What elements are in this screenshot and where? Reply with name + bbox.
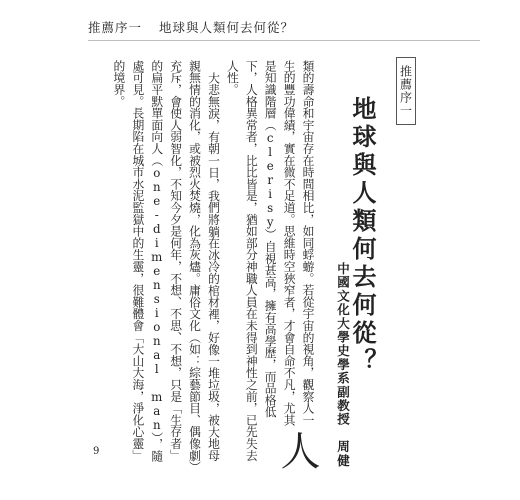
paragraph-2: 大悲無淚，有朝一日，我們將躺在冰冷的棺材裡，好像一堆垃圾，被大地母親無情的消化，或被烈火焚燒，化為灰燼。庸俗文化（如：綜藝節目、偶像劇）充斥，會使人弱智化，不知今夕是何年，不想、不思、不想，只是「生存者」的扁平默單面向人（one-dimensional man），隨處可見。長期陷在城市水泥監獄中的生靈，很難體會「大山大海，淨化心靈」的境界。 bbox=[111, 60, 221, 468]
drop-cap: 人 bbox=[274, 430, 320, 470]
body-text bbox=[111, 60, 320, 470]
running-header-title: 地球與人類何去何從？ bbox=[159, 20, 295, 35]
author-line: 中國文化大學史學系副教授 周健 bbox=[335, 262, 351, 468]
running-header-section: 推薦序一 bbox=[88, 20, 143, 35]
page-number: 9 bbox=[93, 446, 100, 457]
chapter-title: 地球與人類何去何從？ bbox=[348, 96, 377, 376]
paragraph-1 bbox=[222, 60, 320, 470]
series-label-box: 推薦序一 bbox=[396, 57, 416, 125]
paragraph-1-text: 類的壽命和宇宙存在時間相比，如同蜉蝣。若從宇宙的視角，觀察人一生的豐功偉績，實在微不足道。思維時空狹窄者，才會自命不凡，尤其是知識階層（clerisy）自視甚高，擁有高學歷，而品格低下，人格異常者，比比皆是，猶如部分神職人員在未得到神性之前，已先失去人性。 bbox=[225, 60, 315, 462]
header-rule bbox=[88, 40, 480, 41]
running-header bbox=[88, 18, 294, 36]
